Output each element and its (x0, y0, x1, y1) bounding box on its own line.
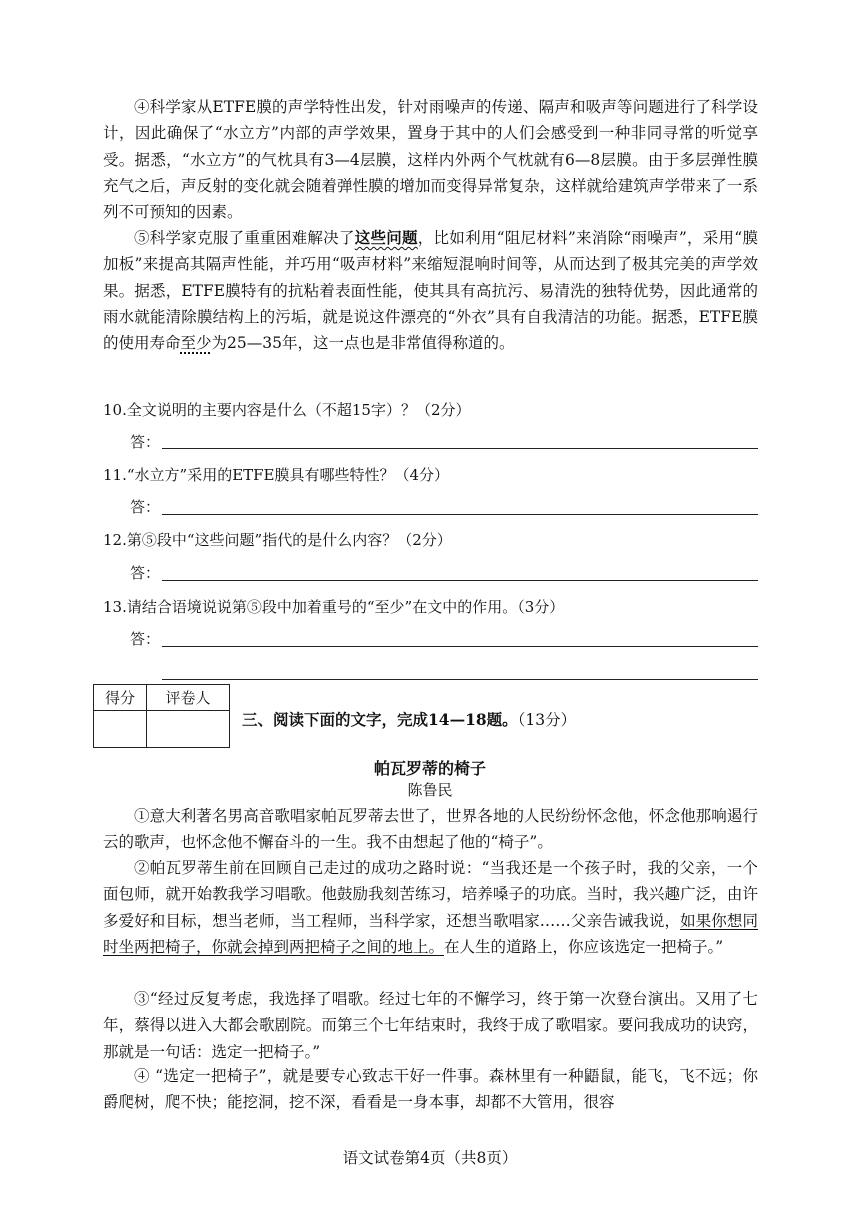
answer-label-12: 答： (130, 564, 161, 582)
underlined-sentence: 如果你想同时坐两把椅子，你就会掉到两把椅子之间的地上。 (103, 911, 758, 956)
story-paragraph-3: ③“经过反复考虑，我选择了唱歌。经过七年的不懈学习，终于第一次登台演出。又用了七年，蔡得以进入大都会歌剧院。而第三个七年结束时，我终于成了歌唱家。要问我成功的诀窍，那就是一句话：选定一把椅子。” (103, 990, 758, 1061)
marked-phrase-these-problems: 这些问题 (354, 228, 418, 247)
story-paragraph-1: ①意大利著名男高音歌唱家帕瓦罗蒂去世了，世界各地的人民纷纷怀念他，怀念他那响遏行云的歌声，也怀念他不懈奋斗的一生。我不由想起了他的“椅子”。 (103, 807, 758, 852)
passage-paragraph-4: ④科学家从ETFE膜的声学特性出发，针对雨噪声的传递、隔声和吸声等问题进行了科学设计，因此确保了“水立方”内部的声学效果，置身于其中的人们会感受到一种非同寻常的听觉享受。据悉，“水立方”的气枕具有3—4层膜，这样内外两个气枕就有6—8层膜。由于多层弹性膜充气之后，声反射的变化就会随着弹性膜的增加而变得异常复杂，这样就给建筑声学带来了一系列不可预知的因素。 (103, 98, 758, 222)
grader-header: 评卷人 (147, 685, 230, 711)
story-paragraph-4: ④ “选定一把椅子”，就是要专心致志干好一件事。森林里有一种鼯鼠，能飞，飞不远；你爵爬树，爬不快；能挖洞，挖不深，看看是一身本事，却都不大管用，很容 (103, 1067, 758, 1112)
section-3-heading: 三、阅读下面的文字，完成14—18题。（13分） (242, 710, 577, 729)
score-box (93, 684, 230, 748)
answer-label-11: 答： (130, 498, 161, 516)
emphasized-word-at-least: 至少 (180, 334, 212, 353)
question-11: 11.“水立方”采用的ETFE膜具有哪些特性？（4分） (103, 466, 450, 484)
grader-cell[interactable] (147, 711, 230, 748)
score-header: 得分 (94, 685, 147, 711)
score-cell[interactable] (94, 711, 147, 748)
answer-label-13: 答： (130, 630, 161, 648)
page-footer: 语文试卷第4页（共8页） (342, 1149, 518, 1167)
story-author: 陈鲁民 (407, 781, 453, 799)
question-12: 12.第⑤段中“这些问题”指代的是什么内容？（2分） (103, 531, 452, 549)
answer-line-13b[interactable] (162, 679, 758, 680)
story-paragraph-2: ②帕瓦罗蒂生前在回顾自己走过的成功之路时说：“当我还是一个孩子时，我的父亲，一个面包师，就开始教我学习唱歌。他鼓励我刻苦练习，培养嗓子的功底。当时，我兴趣广泛，由许多爱好和目标，想当老师，当工程师，当科学家，还想当歌唱家……父亲告诫我说，如果你想同时坐两把椅子，你就会掉到两把椅子之间的地上。在人生的道路上，你应该选定一把椅子。” (103, 859, 758, 956)
passage-paragraph-5: ⑤科学家克服了重重困难解决了这些问题，比如利用“阻尼材料”来消除“雨噪声”，采用“膜加板”来提高其隔声性能，并巧用“吸声材料”来缩短混响时间等，从而达到了极其完美的声学效果。据悉，ETFE膜特有的抗粘着表面性能，使其具有高抗污、易清洗的独特优势，因此通常的雨水就能清除膜结构上的污垢，就是说这件漂亮的“外衣”具有自我清洁的功能。据悉，ETFE膜的使用寿命至少为25—35年，这一点也是非常值得称道的。 (103, 228, 758, 353)
answer-line-11[interactable] (162, 514, 758, 515)
story-title: 帕瓦罗蒂的椅子 (373, 759, 486, 778)
answer-line-10[interactable] (162, 448, 758, 449)
answer-line-12[interactable] (162, 580, 758, 581)
question-10: 10.全文说明的主要内容是什么（不超15字）？（2分） (103, 401, 471, 419)
answer-label-10: 答： (130, 433, 161, 451)
question-13: 13.请结合语境说说第⑤段中加着重号的“至少”在文中的作用。（3分） (103, 598, 565, 616)
answer-line-13a[interactable] (162, 646, 758, 647)
